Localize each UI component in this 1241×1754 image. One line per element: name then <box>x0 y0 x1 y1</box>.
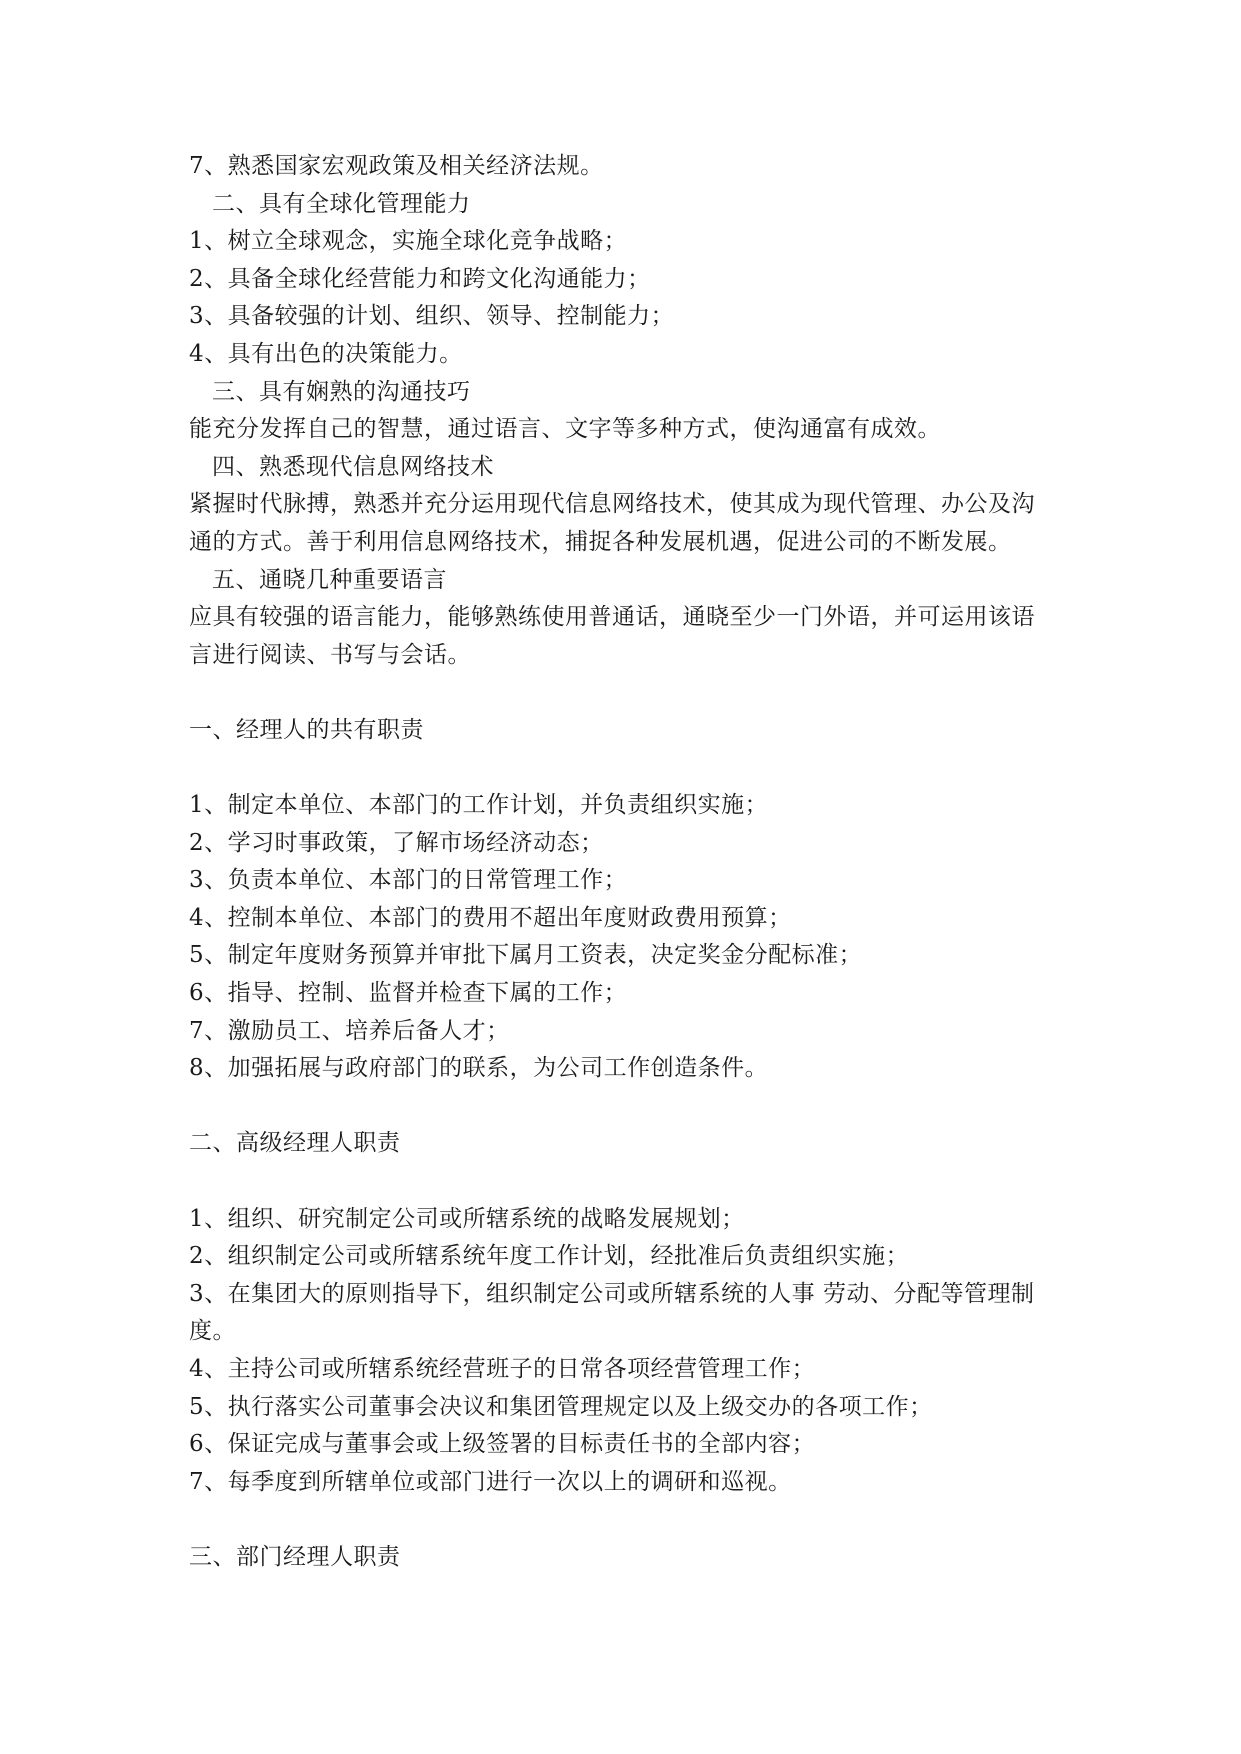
list-item: 4、主持公司或所辖系统经营班子的日常各项经营管理工作； <box>189 1356 816 1382</box>
intro-item-7: 7、熟悉国家宏观政策及相关经济法规。 <box>189 153 604 179</box>
paragraph-line: 紧握时代脉搏，熟悉并充分运用现代信息网络技术，使其成为现代管理、办公及沟 <box>189 491 1035 518</box>
list-item: 6、保证完成与董事会或上级签署的目标责任书的全部内容； <box>189 1431 816 1458</box>
list-item: 4、控制本单位、本部门的费用不超出年度财政费用预算； <box>189 904 792 931</box>
section-heading-communication: 三、具有娴熟的沟通技巧 <box>212 378 471 405</box>
paragraph-line: 言进行阅读、书写与会话。 <box>189 641 471 668</box>
spacer <box>189 674 1089 712</box>
list-item: 1、制定本单位、本部门的工作计划，并负责组织实施； <box>189 792 769 819</box>
list-item: 3、负责本单位、本部门的日常管理工作； <box>189 867 628 894</box>
spacer <box>189 750 1089 788</box>
list-item: 6、指导、控制、监督并检查下属的工作； <box>189 980 628 1007</box>
paragraph-line: 通的方式。善于利用信息网络技术，捕捉各种发展机遇，促进公司的不断发展。 <box>189 528 1012 555</box>
paragraph-line: 能充分发挥自己的智慧，通过语言、文字等多种方式，使沟通富有成效。 <box>189 416 941 443</box>
list-item: 7、每季度到所辖单位或部门进行一次以上的调研和巡视。 <box>189 1468 792 1495</box>
paragraph-line: 应具有较强的语言能力，能够熟练使用普通话，通晓至少一门外语，并可运用该语 <box>189 604 1035 631</box>
duty-heading-department: 三、部门经理人职责 <box>189 1543 401 1570</box>
list-item: 2、具备全球化经营能力和跨文化沟通能力； <box>189 265 651 292</box>
section-heading-languages: 五、通晓几种重要语言 <box>212 566 447 593</box>
list-item: 3、具备较强的计划、组织、领导、控制能力； <box>189 303 675 330</box>
list-item: 2、学习时事政策，了解市场经济动态； <box>189 829 604 856</box>
list-item: 5、执行落实公司董事会决议和集团管理规定以及上级交办的各项工作； <box>189 1393 933 1420</box>
list-item: 2、组织制定公司或所辖系统年度工作计划，经批准后负责组织实施； <box>189 1243 910 1270</box>
duty-heading-senior: 二、高级经理人职责 <box>189 1130 401 1157</box>
list-item: 8、加强拓展与政府部门的联系，为公司工作创造条件。 <box>189 1055 769 1082</box>
spacer <box>189 1501 1089 1539</box>
list-item-continuation: 度。 <box>189 1318 236 1345</box>
section-heading-network-tech: 四、熟悉现代信息网络技术 <box>212 453 494 480</box>
list-item: 4、具有出色的决策能力。 <box>189 340 463 367</box>
spacer <box>189 1088 1089 1126</box>
list-item: 3、在集团大的原则指导下，组织制定公司或所辖系统的人事 劳动、分配等管理制 <box>189 1280 1035 1307</box>
list-item: 1、树立全球观念，实施全球化竞争战略； <box>189 228 628 255</box>
list-item: 7、激励员工、培养后备人才； <box>189 1017 510 1044</box>
list-item: 1、组织、研究制定公司或所辖系统的战略发展规划； <box>189 1205 745 1232</box>
duty-heading-common: 一、经理人的共有职责 <box>189 716 424 743</box>
list-item: 5、制定年度财务预算并审批下属月工资表，决定奖金分配标准； <box>189 942 863 969</box>
section-heading-global-management: 二、具有全球化管理能力 <box>212 190 471 217</box>
spacer <box>189 1163 1089 1201</box>
document-body <box>189 148 1089 1577</box>
